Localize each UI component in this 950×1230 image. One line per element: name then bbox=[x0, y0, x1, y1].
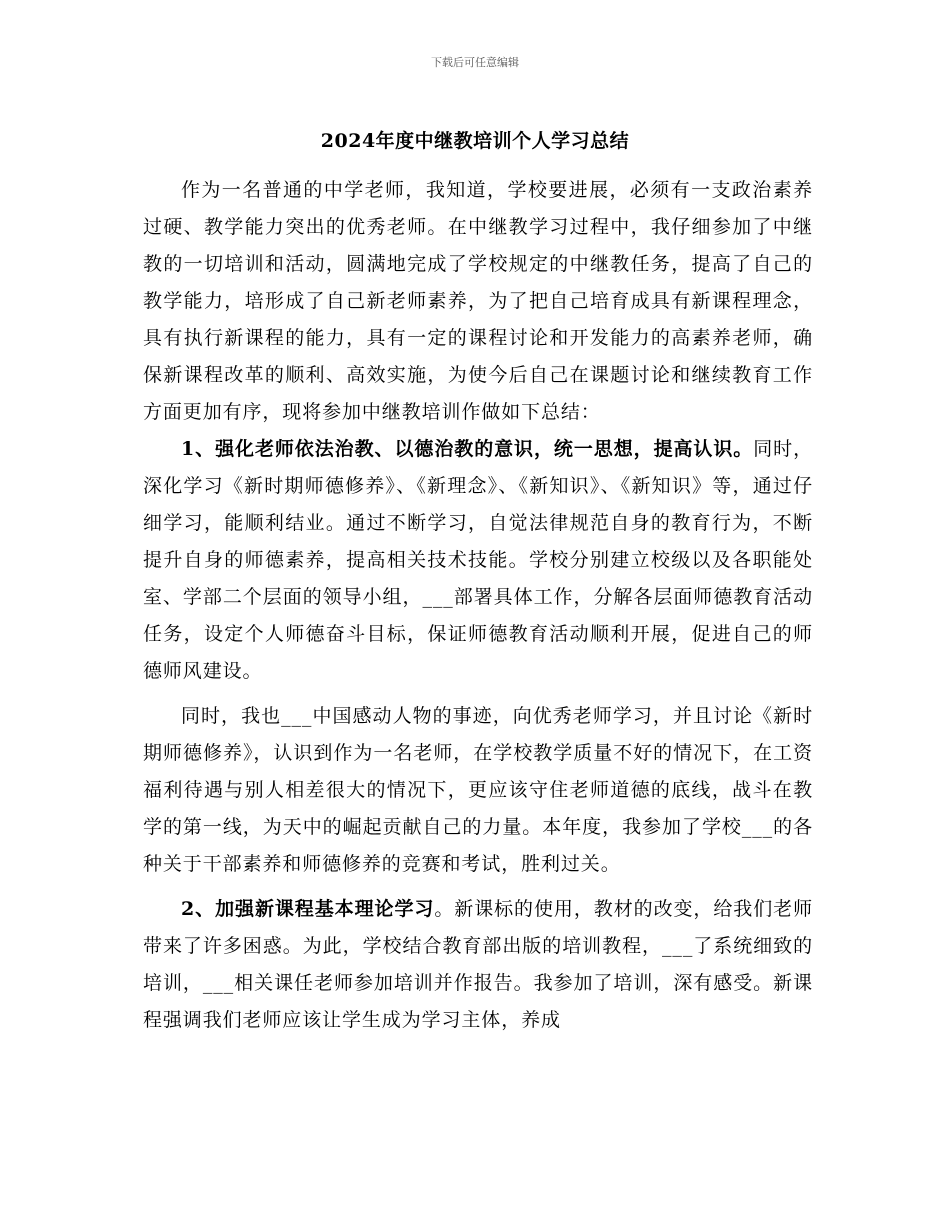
document-body bbox=[143, 172, 813, 1039]
paragraph-intro: 作为一名普通的中学老师，我知道，学校要进展，必须有一支政治素养过硬、教学能力突出的优秀老师。在中继教学习过程中，我仔细参加了中继教的一切培训和活动，圆满地完成了学校规定的中继教任务，提高了自己的教学能力，培形成了自己新老师素养，为了把自己培育成具有新课程理念，具有执行新课程的能力，具有一定的课程讨论和开发能力的高素养老师，确保新课程改革的顺利、高效实施，为使今后自己在课题讨论和继续教育工作方面更加有序，现将参加中继教培训作做如下总结： bbox=[143, 179, 813, 423]
section-1-text: 同时，深化学习《新时期师德修养》、《新理念》、《新知识》、《新知识》等，通过仔细学习，能顺利结业。通过不断学习，自觉法律规范自身的教育行为，不断提升自身的师德素养，提高相关技术技能。学校分别建立校级以及各职能处室、学部二个层面的领导小组，___部署具体工作，分解各层面师德教育活动任务，设定个人师德奋斗目标，保证师德教育活动顺利开展，促进自己的师德师风建设。 bbox=[143, 438, 813, 682]
paragraph-section-1 bbox=[143, 431, 813, 690]
section-1-heading: 1、强化老师依法治教、以德治教的意识，统一思想，提高认识。 bbox=[181, 438, 754, 460]
section-2-text: 。新课标的使用，教材的改变，给我们老师带来了许多困惑。为此，学校结合教育部出版的培训教程，___了系统细致的培训，___相关课任老师参加培训并作报告。我参加了培训，深有感受。新课程强调我们老师应该让学生成为学习主体，养成 bbox=[143, 898, 813, 1031]
header-note: 下载后可任意编辑 bbox=[431, 56, 519, 69]
document-title: 2024年度中继教培训个人学习总结 bbox=[320, 130, 630, 152]
paragraph-section-2 bbox=[143, 891, 813, 1039]
section-2-heading: 2、加强新课程基本理论学习 bbox=[181, 898, 435, 920]
paragraph-section-1-cont: 同时，我也___中国感动人物的事迹，向优秀老师学习，并且讨论《新时期师德修养》，认识到作为一名老师，在学校教学质量不好的情况下，在工资福利待遇与别人相差很大的情况下，更应该守住老师道德的底线，战斗在教学的第一线，为天中的崛起贡献自己的力量。本年度，我参加了学校___的各种关于干部素养和师德修养的竞赛和考试，胜利过关。 bbox=[143, 705, 813, 875]
